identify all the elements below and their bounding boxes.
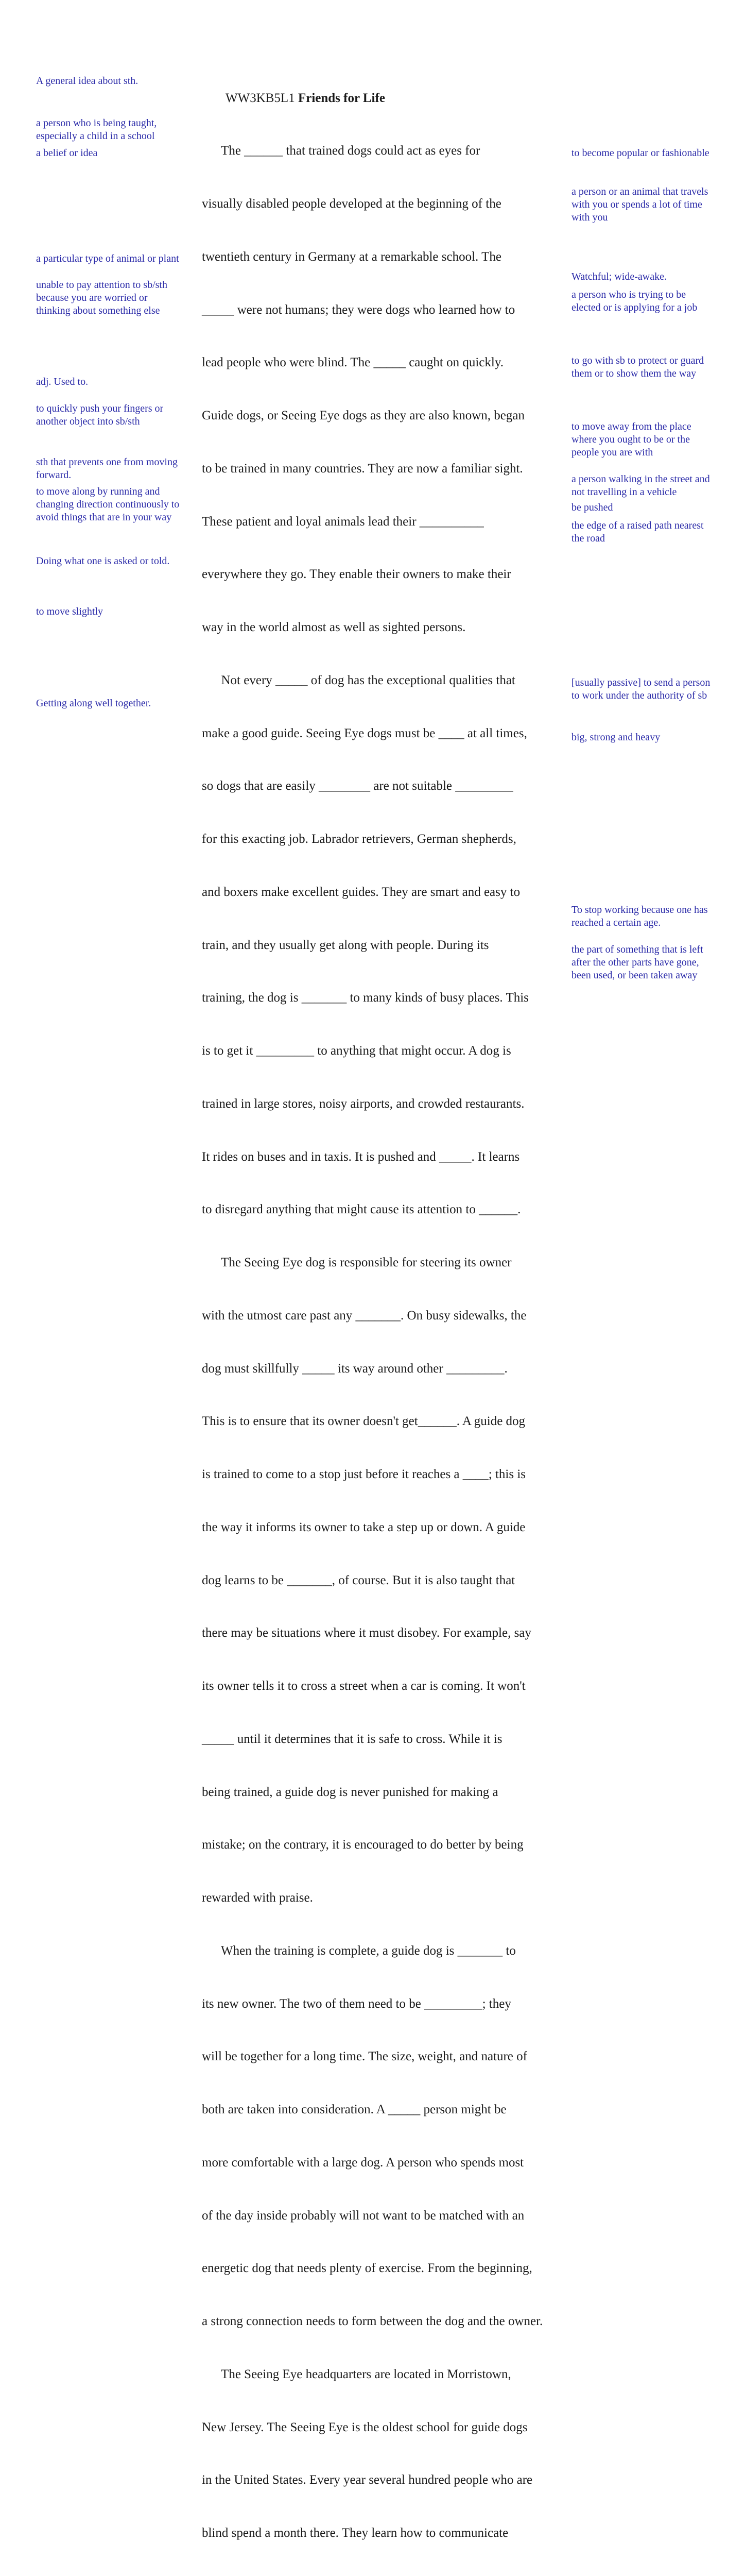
text-line: the way it informs its owner to take a step up or down. A guide: [202, 1520, 526, 1534]
article: [202, 54, 562, 2576]
text-line: This is to ensure that its owner doesn't get______. A guide dog: [202, 1414, 526, 1429]
text-line: Not every _____ of dog has the exceptional qualities that: [202, 673, 515, 687]
text-line: both are taken into consideration. A _____ person might be: [202, 2103, 507, 2116]
text-line: mistake; on the contrary, it is encouraged to do better by being: [202, 1838, 524, 1852]
text-line: When the training is complete, a guide dog is _______ to: [202, 1943, 516, 1958]
text-line: its new owner. The two of them need to be _________; they: [202, 1996, 511, 2011]
text-line: New Jersey. The Seeing Eye is the oldest school for guide dogs: [202, 2420, 528, 2434]
text-line: Guide dogs, or Seeing Eye dogs as they are also known, began: [202, 409, 525, 422]
text-line: train, and they usually get along with people. During its: [202, 938, 489, 952]
right-gloss: Watchful; wide-awake.: [571, 271, 667, 282]
text-line: _____ until it determines that it is safe to cross. While it is: [202, 1732, 503, 1746]
right-gloss: to go with sb to protect or guard them or to show them the way: [571, 355, 704, 379]
lesson-title: Friends for Life: [298, 91, 385, 105]
text-line: so dogs that are easily ________ are not suitable _________: [202, 779, 513, 793]
text-line: a strong connection needs to form between the dog and the owner.: [202, 2314, 543, 2328]
text-line: _____ were not humans; they were dogs who learned how to: [202, 302, 515, 317]
text-line: being trained, a guide dog is never punished for making a: [202, 1785, 498, 1799]
left-gloss: Getting along well together.: [36, 698, 151, 709]
text-line: will be together for a long time. The size, weight, and nature of: [202, 2049, 527, 2064]
left-gloss: to move along by running and changing direction continuously to avoid things that are in your way: [36, 486, 180, 523]
text-line: to disregard anything that might cause its attention to ______.: [202, 1202, 521, 1217]
text-line: and boxers make excellent guides. They are smart and easy to: [202, 885, 521, 899]
text-line: with the utmost care past any _______. On busy sidewalks, the: [202, 1308, 527, 1323]
text-line: of the day inside probably will not want to be matched with an: [202, 2208, 525, 2223]
right-gloss: a person walking in the street and not travelling in a vehicle: [571, 473, 710, 498]
text-line: in the United States. Every year several hundred people who are: [202, 2473, 533, 2487]
text-line: there may be situations where it must disobey. For example, say: [202, 1626, 531, 1640]
left-gloss: a particular type of animal or plant: [36, 253, 179, 264]
text-line: more comfortable with a large dog. A person who spends most: [202, 2155, 524, 2170]
text-line: dog learns to be _______, of course. But it is also taught that: [202, 1573, 515, 1587]
right-gloss: To stop working because one has reached a certain age.: [571, 904, 708, 928]
text-line: is trained to come to a stop just before it reaches a ____; this is: [202, 1467, 526, 1481]
text-line: visually disabled people developed at the beginning of the: [202, 197, 501, 211]
text-line: everywhere they go. They enable their owners to make their: [202, 567, 511, 582]
text-line: energetic dog that needs plenty of exercise. From the beginning,: [202, 2261, 532, 2276]
right-gloss: big, strong and heavy: [571, 732, 661, 743]
left-gloss: sth that prevents one from moving forward.: [36, 456, 178, 481]
text-line: is to get it _________ to anything that might occur. A dog is: [202, 1044, 511, 1058]
right-gloss: the edge of a raised path nearest the road: [571, 520, 704, 544]
text-line: rewarded with praise.: [202, 1891, 313, 1905]
text-line: blind spend a month there. They learn how to communicate: [202, 2526, 509, 2540]
right-gloss: [usually passive] to send a person to work under the authority of sb: [571, 677, 711, 701]
text-line: The ______ that trained dogs could act as eyes for: [202, 144, 480, 158]
text-line: to be trained in many countries. They are now a familiar sight.: [202, 461, 523, 476]
left-gloss: to quickly push your fingers or another object into sb/sth: [36, 403, 164, 427]
text-line: dog must skillfully _____ its way around other _________.: [202, 1361, 508, 1376]
left-gloss: adj. Used to.: [36, 376, 89, 387]
text-line: training, the dog is _______ to many kinds of busy places. This: [202, 991, 529, 1005]
left-gloss: Doing what one is asked or told.: [36, 555, 170, 567]
right-gloss: be pushed: [571, 502, 613, 513]
left-gloss: to move slightly: [36, 606, 103, 617]
left-gloss: A general idea about sth.: [36, 75, 138, 87]
left-gloss: unable to pay attention to sb/sth because you are worried or thinking about something else: [36, 279, 167, 316]
right-gloss: to become popular or fashionable: [571, 147, 709, 159]
text-line: It rides on buses and in taxis. It is pushed and _____. It learns: [202, 1149, 520, 1164]
left-gloss: a belief or idea: [36, 147, 98, 159]
left-gloss: a person who is being taught, especially a child in a school: [36, 117, 157, 142]
lesson-code: WW3KB5L1: [226, 91, 295, 105]
right-gloss: the part of something that is left after the other parts have gone, been used, or been taken away: [571, 944, 703, 981]
text-line: way in the world almost as well as sighted persons.: [202, 620, 466, 634]
text-line: for this exacting job. Labrador retrievers, German shepherds,: [202, 832, 516, 846]
text-line: The Seeing Eye headquarters are located in Morristown,: [202, 2367, 511, 2381]
page-title: [202, 90, 562, 107]
text-line: twentieth century in Germany at a remarkable school. The: [202, 249, 501, 264]
text-line: These patient and loyal animals lead their __________: [202, 514, 484, 529]
text-line: The Seeing Eye dog is responsible for steering its owner: [202, 1256, 512, 1269]
right-gloss: to move away from the place where you ought to be or the people you are with: [571, 421, 691, 458]
right-gloss: a person who is trying to be elected or is applying for a job: [571, 289, 698, 313]
text-line: trained in large stores, noisy airports, and crowded restaurants.: [202, 1096, 525, 1111]
right-gloss: a person or an animal that travels with you or spends a lot of time with you: [571, 186, 708, 223]
text-line: its owner tells it to cross a street when a car is coming. It won't: [202, 1679, 526, 1693]
text-line: lead people who were blind. The _____ caught on quickly.: [202, 355, 504, 370]
text-line: make a good guide. Seeing Eye dogs must be ____ at all times,: [202, 726, 527, 740]
